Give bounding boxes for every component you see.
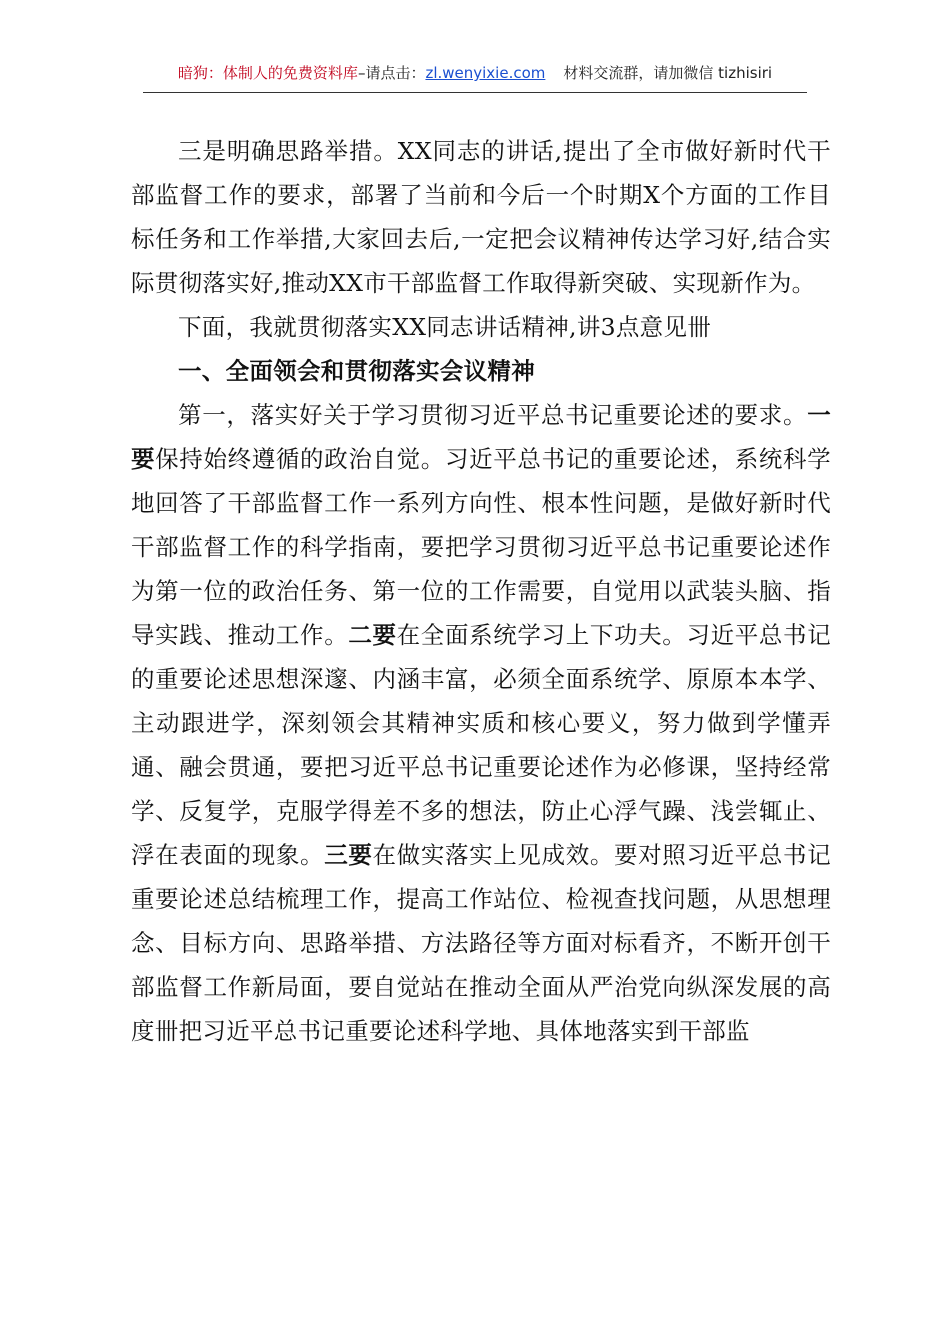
paragraph-3-text-3: 在全面系统学习上下功夫。习近平总书记的重要论述思想深邃、内涵丰富，必须全面系统学、原原本本学、主动跟进学，深刻领会其精神实质和核心要义，努力做到学懂弄通、融会贯通，要把习近平总书记重要论述作为必修课，坚持经常学、反复学，克服学得差不多的想法，防止心浮气躁、浅尝辄止、浮在表面的现象。 bbox=[131, 621, 831, 869]
paragraph-3-text-2: 保持始终遵循的政治自觉。习近平总书记的重要论述，系统科学地回答了干部监督工作一系列方向性、根本性问题，是做好新时代干部监督工作的科学指南，要把学习贯彻习近平总书记重要论述作为第一位的政治任务、第一位的工作需要，自觉用以武装头脑、指导实践、推动工作。 bbox=[131, 445, 831, 649]
paragraph-3-text-1: 第一，落实好关于学习贯彻习近平总书记重要论述的要求。 bbox=[178, 401, 808, 429]
header-group-note: 材料交流群，请加微信 tizhisiri bbox=[563, 64, 773, 82]
section-heading-1: 一、全面领会和贯彻落实会议精神 bbox=[178, 357, 535, 385]
paragraph-3-bold-3: 三要 bbox=[324, 841, 373, 869]
paragraph-3-text-4: 在做实落实上见成效。要对照习近平总书记重要论述总结梳理工作，提高工作站位、检视查找问题，从思想理念、目标方向、思路举措、方法路径等方面对标看齐，不断开创干部监督工作新局面，要自觉站在推动全面从严治党向纵深发展的高度卌把习近平总书记重要论述科学地、具体地落实到干部监 bbox=[131, 841, 832, 1045]
page-header-banner bbox=[0, 62, 950, 84]
paragraph-3 bbox=[131, 393, 831, 1053]
paragraph-3-bold-2: 二要 bbox=[348, 621, 397, 649]
paragraph-3-bold-1: 一要 bbox=[131, 401, 831, 473]
header-click-prompt: –请点击： bbox=[357, 64, 426, 82]
header-brand: 暗狗：体制人的免费资料库 bbox=[177, 64, 358, 82]
document-body bbox=[131, 129, 831, 1053]
header-divider bbox=[143, 92, 807, 93]
paragraph-2: 下面，我就贯彻落实XX同志讲话精神,讲3点意见卌 bbox=[178, 313, 712, 341]
header-link[interactable]: zl.wenyixie.com bbox=[425, 64, 546, 82]
paragraph-1: 三是明确思路举措。XX同志的讲话,提出了全市做好新时代干部监督工作的要求，部署了当前和今后一个时期X个方面的工作目标任务和工作举措,大家回去后,一定把会议精神传达学习好,结合实际贯彻落实好,推动XX市干部监督工作取得新突破、实现新作为。 bbox=[131, 137, 831, 297]
